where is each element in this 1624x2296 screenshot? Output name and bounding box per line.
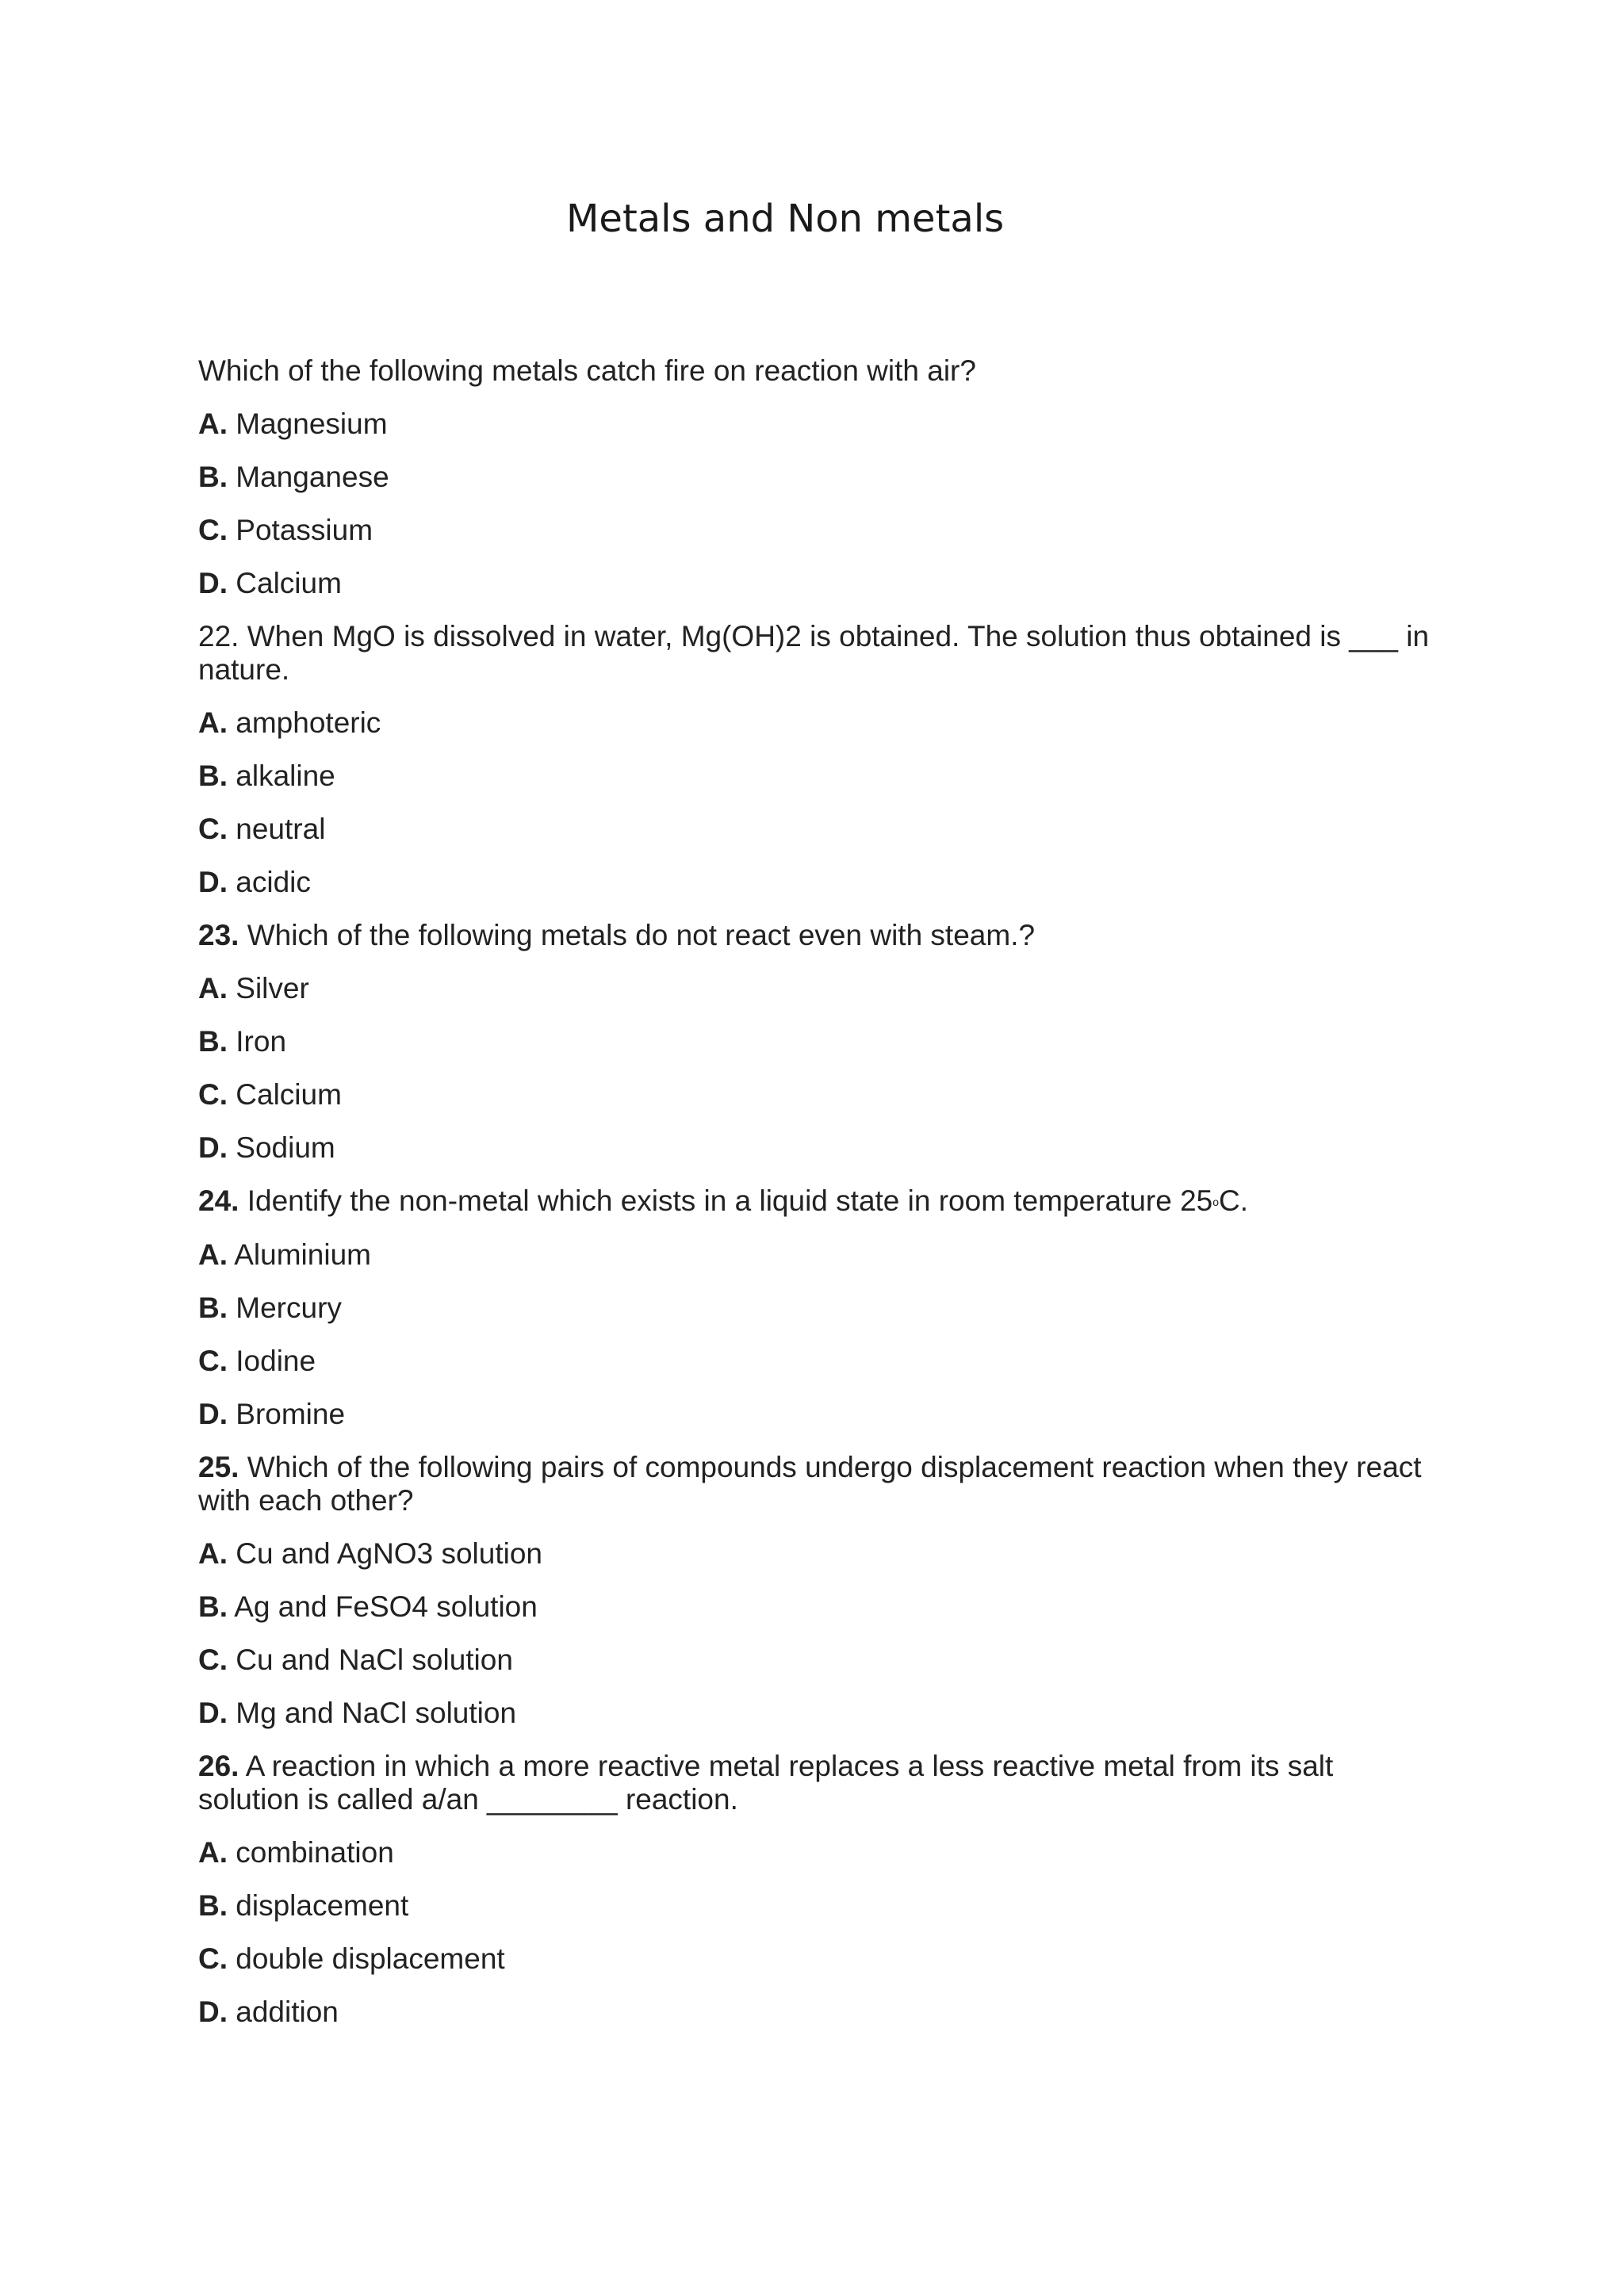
option-letter: A. [198,706,228,739]
question-number: 23. [198,919,239,951]
degree-symbol: o [1212,1196,1220,1208]
option-d [198,1996,1435,2029]
option-a [198,1537,1435,1571]
option-c [198,1644,1435,1677]
option-text: Iodine [236,1345,316,1377]
option-text: combination [236,1836,394,1869]
option-c [198,1942,1435,1976]
option-letter: C. [198,1942,228,1975]
question-body: When MgO is dissolved in water, Mg(OH)2 is obtained. The solution thus obtained is ___ in nature. [198,620,1430,686]
question-body: Identify the non-metal which exists in a liquid state in room temperature 25 [247,1184,1213,1217]
option-text: acidic [236,866,311,898]
option-text: Manganese [236,461,389,493]
option-letter: A. [198,1238,228,1271]
option-text: Cu and AgNO3 solution [236,1537,542,1570]
question-text [198,1184,1435,1219]
option-a [198,408,1435,441]
option-c [198,1345,1435,1378]
option-text: Calcium [236,1078,342,1111]
option-d [198,567,1435,600]
page-title: Metals and Non metals [566,197,1005,241]
option-b [198,760,1435,793]
question-number: 26. [198,1750,239,1782]
option-text: Calcium [236,567,342,599]
option-letter: D. [198,1398,228,1430]
question-text [198,620,1435,687]
option-a [198,706,1435,740]
option-letter: C. [198,514,228,546]
option-b [198,1590,1435,1624]
option-b [198,461,1435,494]
option-d [198,1131,1435,1165]
option-letter: A. [198,1537,228,1570]
option-letter: C. [198,813,228,845]
option-text: neutral [236,813,326,845]
option-letter: C. [198,1345,228,1377]
question-body: Which of the following metals do not react even with steam.? [247,919,1036,951]
option-text: Mg and NaCl solution [236,1697,517,1729]
option-letter: B. [198,1292,228,1324]
option-b [198,1292,1435,1325]
option-letter: D. [198,1996,228,2028]
option-letter: B. [198,461,228,493]
option-letter: A. [198,408,228,440]
option-d [198,1398,1435,1431]
option-b [198,1025,1435,1058]
option-b [198,1889,1435,1923]
option-text: double displacement [236,1942,505,1975]
option-letter: A. [198,972,228,1004]
option-text: Ag and FeSO4 solution [234,1590,538,1623]
option-text: Iron [236,1025,287,1058]
option-text: Cu and NaCl solution [236,1644,513,1676]
question-body-end: C. [1219,1184,1249,1217]
question-text [198,1451,1435,1517]
option-c [198,1078,1435,1112]
option-letter: C. [198,1078,228,1111]
option-a [198,1836,1435,1869]
option-text: Sodium [236,1131,335,1164]
option-d [198,866,1435,899]
option-letter: D. [198,866,228,898]
option-letter: C. [198,1644,228,1676]
option-letter: D. [198,1697,228,1729]
option-a [198,972,1435,1005]
question-text [198,354,1435,388]
option-text: Mercury [236,1292,342,1324]
question-text [198,919,1435,952]
option-text: Aluminium [234,1238,371,1271]
question-body: Which of the following metals catch fire on reaction with air? [198,354,976,387]
option-letter: D. [198,1131,228,1164]
option-text: addition [236,1996,339,2028]
option-letter: B. [198,1025,228,1058]
option-text: displacement [236,1889,409,1922]
option-c [198,514,1435,547]
question-body: A reaction in which a more reactive metal replaces a less reactive metal from its salt solution is called a/an ________ reaction. [198,1750,1334,1816]
question-text [198,1750,1435,1816]
option-text: Potassium [236,514,373,546]
option-text: alkaline [236,760,335,792]
option-text: Silver [236,972,309,1004]
option-letter: B. [198,1590,228,1623]
question-number: 25. [198,1451,239,1483]
option-letter: D. [198,567,228,599]
option-text: Bromine [236,1398,346,1430]
question-list [198,354,1435,2049]
option-c [198,813,1435,846]
option-d [198,1697,1435,1730]
option-a [198,1238,1435,1272]
option-letter: A. [198,1836,228,1869]
question-number: 22. [198,620,239,652]
option-letter: B. [198,760,228,792]
question-body: Which of the following pairs of compounds undergo displacement reaction when they react with each other? [198,1451,1422,1517]
option-letter: B. [198,1889,228,1922]
option-text: Magnesium [236,408,388,440]
option-text: amphoteric [236,706,381,739]
question-number: 24. [198,1184,239,1217]
